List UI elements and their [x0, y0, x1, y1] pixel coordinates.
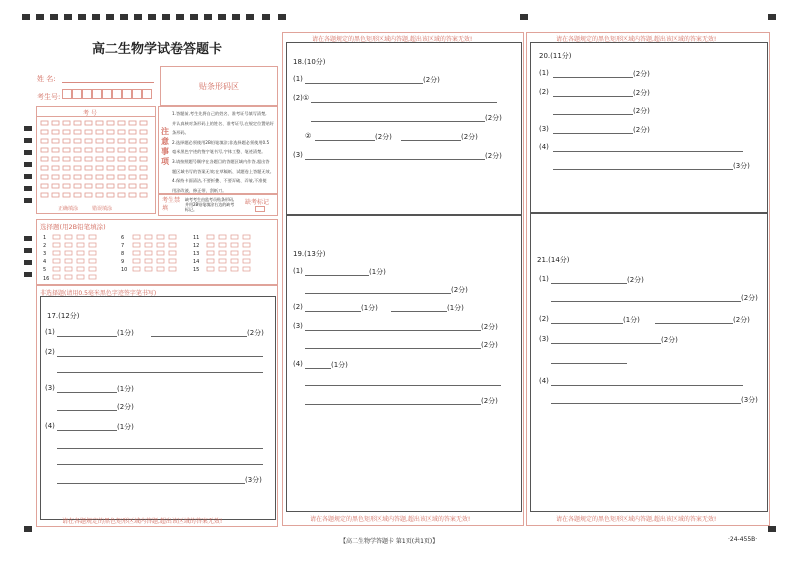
notice-line: 毫米黑色字迹的签字笔书写,字体工整、笔迹清楚。 — [172, 149, 266, 155]
q18-title: 18.(10分) — [293, 58, 326, 66]
notice-line: 1.答题前,考生先将自己的姓名、准考证号填写清楚, — [172, 111, 267, 116]
absent-desc: 缺考考生由监考员贴条形码,并用2B铅笔填涂右边的缺考标记。 — [185, 197, 235, 212]
q17-part: (4) — [45, 422, 55, 430]
q17-answer-area[interactable] — [40, 296, 276, 520]
notice-line: 4.保持卡面清洁,不要折叠、不要弄破、弄皱,不准使 — [172, 178, 267, 184]
q20-answer-area[interactable] — [530, 42, 768, 214]
choice-num: 4 — [43, 259, 47, 265]
timing-mark — [190, 14, 198, 20]
answer-line[interactable] — [553, 169, 733, 170]
answer-line[interactable] — [305, 275, 369, 276]
answer-line[interactable] — [57, 336, 117, 337]
timing-mark — [24, 260, 32, 265]
timing-mark — [120, 14, 128, 20]
timing-mark — [24, 236, 32, 241]
notice-line: 题区域书写的答案无效;在草稿纸、试题卷上答题无效。 — [172, 168, 274, 174]
choice-num: 11 — [193, 235, 200, 241]
notice-line: 并认真核对条形码上的姓名、准考证号,在规定位置贴好条形码。 — [172, 120, 274, 136]
score-label: (2分) — [451, 286, 468, 294]
score-label: (2分) — [627, 276, 644, 284]
choice-num: 16 — [43, 276, 50, 282]
choice-num: 1 — [43, 235, 47, 241]
answer-line[interactable] — [551, 283, 627, 284]
timing-mark — [24, 150, 32, 155]
q19-title: 19.(13分) — [293, 250, 326, 258]
score-label: (1分) — [117, 385, 134, 393]
name-field[interactable] — [62, 82, 154, 83]
page-footer: 【高二生物学答题卡 第1页(共1页)】 — [340, 538, 439, 545]
answer-line[interactable] — [305, 159, 485, 160]
absent-label: 缺考标记 — [245, 199, 270, 206]
q18-part: (1) — [293, 75, 303, 83]
score-label: (2分) — [485, 114, 502, 122]
score-label: (3分) — [741, 396, 758, 404]
answer-line[interactable] — [57, 430, 117, 431]
q18-part: (2)① — [293, 94, 310, 102]
boundary-note: 请在各题规定的黑色矩形区域内答题,超出该区域的答案无效! — [62, 518, 223, 525]
timing-mark — [134, 14, 142, 20]
q19-part: (4) — [293, 360, 303, 368]
answer-line[interactable] — [57, 392, 117, 393]
wrong-example-label: 错误填涂 — [92, 206, 113, 212]
score-label: (1分) — [117, 329, 134, 337]
answer-line[interactable] — [551, 385, 743, 386]
score-label: (1分) — [331, 361, 348, 369]
q19-part: (3) — [293, 322, 303, 330]
choice-num: 13 — [193, 251, 200, 257]
answer-line[interactable] — [553, 151, 743, 152]
timing-mark — [232, 14, 240, 20]
q20-part: (1) — [539, 69, 549, 77]
timing-mark — [24, 198, 32, 203]
choice-num: 7 — [121, 243, 125, 249]
q20-title: 20.(11分) — [539, 52, 572, 60]
score-label: (2分) — [733, 316, 750, 324]
timing-mark — [64, 14, 72, 20]
notice-line: 用涂改液、修正带、刮纸刀。 — [172, 187, 227, 193]
timing-mark — [24, 174, 32, 179]
timing-mark — [50, 14, 58, 20]
score-label: (1分) — [117, 423, 134, 431]
score-label: (2分) — [375, 133, 392, 141]
score-label: (1分) — [623, 316, 640, 324]
timing-mark — [24, 126, 32, 131]
notice-title: 注意事项 — [161, 127, 169, 166]
score-label: (3分) — [733, 162, 750, 170]
barcode-label: 贴条形码区 — [199, 82, 239, 91]
answer-line[interactable] — [551, 301, 741, 302]
score-label: (1分) — [447, 304, 464, 312]
answer-line[interactable] — [305, 83, 423, 84]
score-label: (2分) — [117, 403, 134, 411]
q17-part: (2) — [45, 348, 55, 356]
score-label: (2分) — [633, 126, 650, 134]
answer-line[interactable] — [305, 368, 331, 369]
score-label: (2分) — [485, 152, 502, 160]
timing-mark — [92, 14, 100, 20]
q21-answer-area[interactable] — [530, 212, 768, 512]
q19-answer-area[interactable] — [286, 214, 522, 512]
answer-line[interactable] — [305, 330, 481, 331]
answer-line[interactable] — [553, 77, 633, 78]
q19-part: (1) — [293, 267, 303, 275]
q18-part: ② — [305, 132, 312, 140]
footer-code: ·24-455B· — [728, 536, 758, 543]
q21-part: (2) — [539, 315, 549, 323]
timing-mark — [106, 14, 114, 20]
timing-mark — [176, 14, 184, 20]
choice-num: 15 — [193, 267, 200, 273]
score-label: (2分) — [423, 76, 440, 84]
timing-mark — [246, 14, 254, 20]
score-label: (2分) — [633, 70, 650, 78]
q21-part: (1) — [539, 275, 549, 283]
answer-line[interactable] — [305, 404, 481, 405]
nonchoice-header: 非选择题(请用0.5毫米黑色字迹签字笔书写) — [40, 290, 157, 297]
notice-line: 3.请按照题号顺序在各题目的答题区域内作答,超出答 — [172, 158, 270, 164]
answer-line[interactable] — [305, 348, 481, 349]
boundary-note: 请在各题规定的黑色矩形区域内答题,超出该区域的答案无效! — [312, 36, 473, 43]
score-label: (2分) — [481, 323, 498, 331]
choice-header: 选择题(用2B铅笔填涂) — [40, 223, 106, 231]
answer-line[interactable] — [553, 96, 633, 97]
answer-line[interactable] — [305, 385, 501, 386]
choice-num: 2 — [43, 243, 47, 249]
q18-answer-area[interactable] — [286, 42, 522, 216]
choice-num: 5 — [43, 267, 47, 273]
notice-box — [158, 106, 278, 194]
answer-line[interactable] — [551, 403, 741, 404]
choice-num: 8 — [121, 251, 125, 257]
timing-mark — [24, 162, 32, 167]
q20-part: (3) — [539, 125, 549, 133]
timing-mark — [24, 272, 32, 277]
timing-mark — [24, 138, 32, 143]
q17-part: (3) — [45, 384, 55, 392]
kaohao-bubbles[interactable] — [37, 117, 155, 213]
q20-part: (4) — [539, 143, 549, 151]
q21-part: (3) — [539, 335, 549, 343]
answer-line[interactable] — [315, 140, 375, 141]
name-label: 姓 名: — [37, 75, 56, 83]
score-label: (2分) — [741, 294, 758, 302]
answer-line[interactable] — [553, 114, 633, 115]
score-label: (1分) — [369, 268, 386, 276]
boundary-note: 请在各题规定的黑色矩形区域内答题,超出该区域的答案无效! — [556, 516, 717, 523]
choice-bubbles[interactable] — [37, 220, 277, 282]
choice-num: 3 — [43, 251, 47, 257]
choice-num: 6 — [121, 235, 125, 241]
answer-line[interactable] — [311, 102, 497, 103]
choice-num: 9 — [121, 259, 125, 265]
q17-part: (1) — [45, 328, 55, 336]
timing-mark — [262, 14, 270, 20]
answer-line[interactable] — [57, 483, 245, 484]
exam-no-label: 考生号: — [37, 93, 61, 101]
score-label: (2分) — [481, 397, 498, 405]
choice-num: 12 — [193, 243, 200, 249]
absent-note: 考生禁填 — [162, 197, 181, 212]
score-label: (2分) — [661, 336, 678, 344]
page-title: 高二生物学试卷答题卡 — [92, 42, 223, 57]
answer-line[interactable] — [551, 323, 623, 324]
q20-part: (2) — [539, 88, 549, 96]
answer-line[interactable] — [655, 323, 733, 324]
boundary-note: 请在各题规定的黑色矩形区域内答题,超出该区域的答案无效! — [556, 36, 717, 43]
timing-mark — [24, 526, 32, 532]
answer-line[interactable] — [551, 363, 627, 364]
score-label: (2分) — [461, 133, 478, 141]
timing-mark — [24, 186, 32, 191]
answer-line[interactable] — [57, 372, 263, 373]
timing-mark — [768, 14, 776, 20]
answer-line[interactable] — [57, 464, 263, 465]
choice-num: 14 — [193, 259, 200, 265]
timing-mark — [162, 14, 170, 20]
score-label: (2分) — [481, 341, 498, 349]
choice-num: 10 — [121, 267, 128, 273]
q21-title: 21.(14分) — [537, 256, 570, 264]
timing-mark — [24, 248, 32, 253]
answer-line[interactable] — [311, 121, 485, 122]
boundary-note: 请在各题规定的黑色矩形区域内答题,超出该区域的答案无效! — [310, 516, 471, 523]
score-label: (3分) — [245, 476, 262, 484]
timing-mark — [148, 14, 156, 20]
fill-example-label: 正确填涂 — [58, 206, 79, 212]
answer-line[interactable] — [151, 336, 247, 337]
answer-line[interactable] — [305, 311, 361, 312]
q21-part: (4) — [539, 377, 549, 385]
score-label: (2分) — [247, 329, 264, 337]
q18-part: (3) — [293, 151, 303, 159]
answer-line[interactable] — [305, 293, 451, 294]
absent-box[interactable] — [158, 194, 278, 216]
timing-mark — [278, 14, 286, 20]
timing-mark — [36, 14, 44, 20]
kaohao-grid[interactable] — [36, 106, 156, 214]
timing-mark — [22, 14, 30, 20]
score-label: (2分) — [633, 107, 650, 115]
timing-mark — [520, 14, 528, 20]
timing-mark — [218, 14, 226, 20]
answer-line[interactable] — [57, 410, 117, 411]
answer-line[interactable] — [551, 343, 661, 344]
q19-part: (2) — [293, 303, 303, 311]
timing-mark — [204, 14, 212, 20]
answer-line[interactable] — [553, 133, 633, 134]
timing-mark — [78, 14, 86, 20]
answer-line[interactable] — [57, 448, 263, 449]
answer-line[interactable] — [391, 311, 447, 312]
q17-title: 17.(12分) — [47, 312, 80, 320]
choice-section — [36, 219, 278, 285]
notice-line: 2.选择题必须使用2B铅笔填涂;非选择题必须使用0.5 — [172, 139, 270, 145]
score-label: (2分) — [633, 89, 650, 97]
absent-bubble[interactable] — [255, 206, 265, 212]
barcode-area — [160, 66, 278, 106]
answer-line[interactable] — [57, 356, 263, 357]
score-label: (1分) — [361, 304, 378, 312]
timing-mark — [768, 526, 776, 532]
kaohao-label: 考 号 — [83, 110, 97, 117]
answer-line[interactable] — [401, 140, 461, 141]
